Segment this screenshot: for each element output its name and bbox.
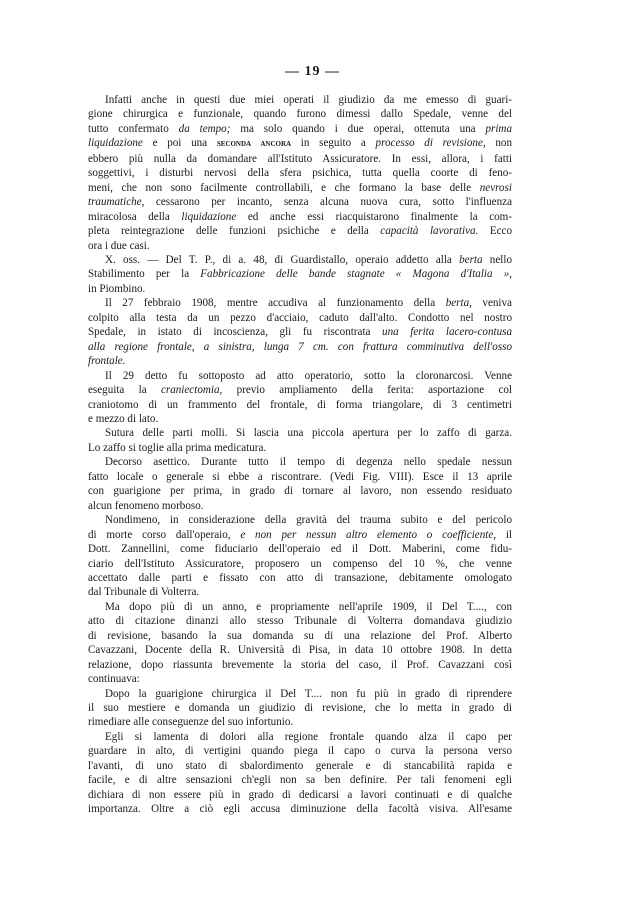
text-line — [88, 282, 512, 296]
text-run: Sutura delle parti molli. Si lascia una piccola apertura per lo zaffo di garza. — [105, 427, 512, 440]
text-line — [88, 253, 512, 267]
text-line — [88, 136, 512, 151]
text-run: eseguita la — [88, 384, 161, 397]
text-line — [88, 773, 512, 787]
text-line — [88, 542, 512, 556]
page-number: — 19 — — [285, 64, 340, 79]
text-run: facile, e di altre sensazioni ch'egli non sa ben definire. Per tali fenomeni egli — [88, 774, 512, 787]
text-line — [88, 224, 512, 238]
text-line — [88, 426, 512, 440]
text-line — [88, 383, 512, 397]
text-line — [88, 513, 512, 527]
text-run: Dopo la guarigione chirurgica il Del T.... non fu più in grado di riprendere — [105, 687, 512, 700]
text-line — [88, 629, 512, 643]
text-run: previo ampliamento della ferita: asportazione col — [222, 384, 512, 397]
text-line — [88, 181, 512, 195]
italic-text: capacità lavorativa. — [380, 225, 479, 238]
text-run: Cavazzani, Docente della R. Università di Pisa, in data 10 ottobre 1908. In detta — [88, 644, 512, 657]
text-run: Dott. Zannellini, come fiduciario dell'operaio ed il Dott. Maberini, come fidu- — [88, 543, 512, 556]
text-line — [88, 470, 512, 484]
text-run: X. oss. — Del T. P., di a. 48, di Guardistallo, operaio addetto alla — [105, 253, 460, 266]
text-line — [88, 585, 512, 599]
text-run: Stabilimento per la — [88, 268, 201, 281]
text-line — [88, 311, 512, 325]
text-line — [88, 239, 512, 253]
text-line — [88, 715, 512, 729]
italic-text: traumatiche, — [88, 196, 145, 209]
text-run: Nondimeno, in considerazione della gravità del trauma subito e del pericolo — [105, 514, 512, 527]
text-line — [88, 441, 512, 455]
text-run: con guarigione per prima, in grado di tornare al lavoro, non essendo residuato — [88, 485, 512, 498]
text-line — [88, 614, 512, 628]
text-run: ma solo quando i due operai, ottenuta una — [230, 122, 486, 135]
small-caps-text: seconda ancora — [216, 139, 292, 150]
text-line — [88, 267, 512, 281]
text-run: ed anche essi riacquistarono finalmente la com- — [236, 210, 513, 223]
italic-text: frontale. — [88, 355, 126, 368]
italic-text: alla regione frontale, a sinistra, lunga 7 cm. con frattura comminutiva dell'osso — [88, 340, 512, 353]
text-run: e poi una — [142, 137, 217, 150]
text-run: dal Tribunale di Volterra. — [88, 586, 200, 599]
text-run: ora i due casi. — [88, 239, 150, 252]
text-run: ciario dell'Istituto Assicuratore, proposero un compenso del 10 %, che venne — [88, 557, 512, 570]
text-line — [88, 354, 512, 368]
text-run: Infatti anche in questi due miei operati il giudizio da me emesso di guari- — [105, 94, 512, 106]
text-line — [88, 701, 512, 715]
text-run: in seguito a — [291, 137, 376, 150]
text-run: miracolosa della — [88, 210, 182, 223]
text-line — [88, 195, 512, 209]
italic-text: berta — [459, 253, 483, 266]
text-run: pleta reintegrazione delle funzioni psichiche e della — [88, 225, 381, 238]
text-run: in Piombino. — [88, 282, 146, 295]
text-run: craniotomo di un frammento del frontale, di forma triangolare, di 3 centimetri — [88, 398, 512, 411]
text-line — [88, 296, 512, 310]
text-line — [88, 672, 512, 686]
text-run: atto di citazione dinanzi allo stesso Tribunale di Volterra domandava giudizio — [88, 615, 512, 628]
text-line — [88, 528, 512, 542]
italic-text: una ferita lacero-contusa — [382, 326, 512, 339]
text-run: di revisione, basando la sua domanda su di una relazione del Prof. Alberto — [88, 629, 512, 642]
text-run: veniva — [471, 297, 512, 310]
text-run: Spedale, in istato di incoscienza, gli fu riscontrata — [88, 326, 383, 339]
body-text — [88, 93, 512, 817]
text-line — [88, 744, 512, 758]
text-line — [88, 788, 512, 802]
text-run: importanza. Oltre a ciò egli accusa diminuzione della facoltà visiva. All'esame — [88, 803, 512, 816]
italic-text: craniectomia, — [160, 384, 223, 397]
text-line — [88, 687, 512, 701]
text-run: non — [485, 137, 513, 150]
text-run: tutto confermato — [88, 122, 179, 135]
text-line — [88, 166, 512, 180]
italic-text: liquidazione — [88, 137, 143, 150]
text-line — [88, 802, 512, 816]
text-line — [88, 643, 512, 657]
text-line — [88, 122, 512, 136]
text-line — [88, 152, 512, 166]
text-line — [88, 369, 512, 383]
text-run: Lo zaffo si toglie alla prima medicatura. — [88, 441, 267, 454]
text-line — [88, 557, 512, 571]
text-run: Il 29 detto fu sottoposto ad atto operatorio, sotto la cloronarcosi. Venne — [105, 369, 512, 382]
text-line — [88, 759, 512, 773]
italic-text: processo di revisione, — [375, 137, 486, 150]
text-line — [88, 455, 512, 469]
italic-text: liquidazione — [181, 210, 237, 223]
text-run: gione chirurgica e funzionale, quando furono dimessi dallo Spedale, venne del — [88, 108, 512, 121]
text-run: Il 27 febbraio 1908, mentre accudiva al funzionamento della — [105, 297, 446, 310]
text-run: guardare in alto, di vertigini quando piega il capo o curva la persona verso — [88, 745, 512, 758]
text-run: colpito alla testa da un pezzo d'acciaio, caduto dall'alto. Condotto nel nostro — [88, 311, 512, 324]
text-line — [88, 93, 512, 107]
text-run: nello — [482, 253, 512, 266]
italic-text: prima — [485, 122, 512, 135]
text-run: meni, che non sono facilmente controllabili, e che formano la base delle — [88, 181, 480, 194]
italic-text: nevrosi — [479, 181, 512, 194]
text-run: l'avanti, di uno stato di sbalordimento generale e di stancabilità rapida e — [88, 759, 512, 772]
text-line — [88, 412, 512, 426]
text-run: accettato dalle parti e fissato con atto di transazione, debitamente omologato — [88, 571, 512, 584]
italic-text: da tempo; — [178, 122, 231, 135]
text-line — [88, 210, 512, 224]
text-run: , — [509, 268, 512, 281]
text-run: soggettivi, i disturbi nervosi della sfera psichica, tutta quella coorte di feno- — [88, 167, 512, 180]
text-run: cessarono per incanto, senza alcuna nuova cura, sotto l'influenza — [144, 196, 512, 209]
text-run: rimediare alle conseguenze del suo infortunio. — [88, 716, 294, 729]
text-line — [88, 325, 512, 339]
text-run: Decorso asettico. Durante tutto il tempo di degenza nello spedale nessun — [105, 456, 512, 469]
text-line — [88, 499, 512, 513]
text-line — [88, 340, 512, 354]
text-run: di morte corso dall'operaio, — [88, 528, 241, 541]
text-run: ebbero più nulla da domandare all'Istituto Assicuratore. In essi, allora, i fatti — [88, 152, 512, 165]
text-line — [88, 107, 512, 121]
text-line — [88, 484, 512, 498]
text-line — [88, 658, 512, 672]
text-line — [88, 730, 512, 744]
italic-text: Fabbricazione delle bande stagnate « Magona d'Italia » — [200, 268, 510, 281]
text-run: alcun fenomeno morboso. — [88, 499, 204, 512]
text-run: relazione, dopo riassunta brevemente la storia del caso, il Prof. Cavazzani così — [88, 658, 512, 671]
text-run: Egli si lamenta di dolori alla regione frontale quando alza il capo per — [105, 730, 512, 743]
text-run: fatto locale o generale si ebbe a riscontrare. (Vedi Fig. VIII). Esce il 13 aprile — [88, 470, 512, 483]
text-run: e mezzo di lato. — [88, 412, 159, 425]
text-line — [88, 600, 512, 614]
text-run: continuava: — [88, 673, 140, 686]
italic-text: berta, — [445, 297, 472, 310]
text-run: dichiara di non essere più in grado di dedicarsi a lavori continuati e di qualche — [88, 788, 512, 801]
text-run: Ecco — [478, 225, 512, 238]
text-run: Ma dopo più di un anno, e propriamente nell'aprile 1909, il Del T...., con — [105, 600, 512, 613]
text-line — [88, 398, 512, 412]
text-run: il suo mestiere e domanda un giudizio di revisione, che lo metta in grado di — [88, 702, 512, 715]
text-run: il — [496, 528, 512, 541]
text-line — [88, 571, 512, 585]
italic-text: e non per nessun altro elemento o coefficiente, — [240, 528, 497, 541]
